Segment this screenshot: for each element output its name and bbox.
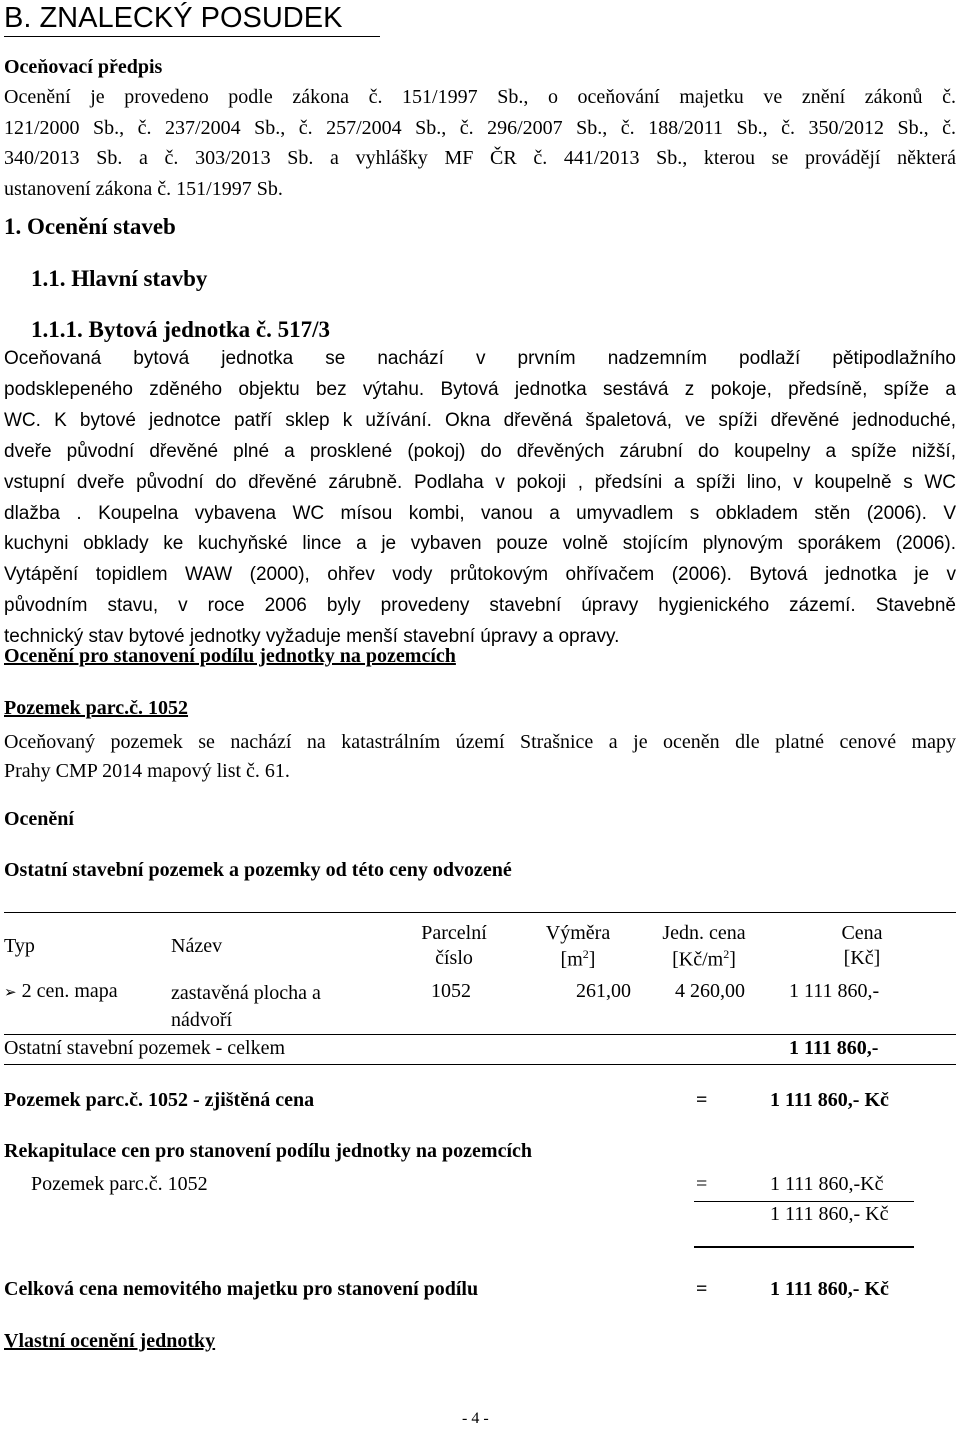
row-typ: 2 cen. mapa (21, 980, 118, 1002)
header-parcelni: Parcelní číslo (421, 922, 487, 969)
section-heading-1: 1. Ocenění staveb (4, 214, 176, 239)
header-jedn-cena: Jedn. cena $[Kč/m^2]$ (662, 922, 746, 971)
land-heading: Ocenění pro stanovení podílu jednotky na pozemcích (4, 645, 456, 667)
row-nazev: zastavěná plocha a nádvoří (171, 982, 321, 1031)
rules-line: Ocenění je provedeno podle zákona č. 151/1997 Sb., o oceňování majetku ve znění zákonů č. (4, 86, 956, 108)
parcel-line: Oceňovaný pozemek se nachází na katastrálním území Strašnice a je oceněn dle platné cenové mapy (4, 731, 956, 753)
description-line: dlažba . Koupelna vybavena WC mísou kombi, vanou a umyvadlem s obkladem stěn (2006). V (4, 502, 956, 524)
rules-line: 121/2000 Sb., č. 237/2004 Sb., č. 257/2004 Sb., č. 296/2007 Sb., č. 188/2011 Sb., č. 350/2012 Sb., č. (4, 116, 956, 139)
recap-sum-value: 1 111 860,- Kč (770, 1203, 889, 1225)
recap-heading: Rekapitulace cen pro stanovení podílu jednotky na pozemcích (4, 1140, 532, 1162)
description-line: dveře původní dřevěné plné a prosklené (pokoj) do dřevěných zárubní do koupelny a spíže nižší, (4, 440, 956, 462)
parcel-heading: Pozemek parc.č. 1052 (4, 697, 189, 719)
own-valuation-heading: Vlastní ocenění jednotky (4, 1330, 216, 1352)
parcel-result-eq: = (696, 1089, 708, 1111)
recap-item-label: Pozemek parc.č. 1052 (31, 1173, 208, 1195)
header-typ: Typ (4, 935, 35, 957)
section-heading-1-1-1: 1.1.1. Bytová jednotka č. 517/3 (31, 317, 330, 342)
description-line: vstupní dveře původní do dřevěné zárubně. Podlaha v pokoji , předsíni a spíži lino, v koupelně s WC (4, 471, 956, 493)
description-line: původním stavu, v roce 2006 byly provedeny stavební úpravy hygienického zázemí. Stavebně (4, 595, 956, 617)
row-jedn-cena: 4 260,00 (675, 980, 745, 1002)
rules-paragraph (4, 82, 956, 205)
rules-line: ustanovení zákona č. 151/1997 Sb. (4, 178, 283, 201)
other-land-heading: Ostatní stavební pozemek a pozemky od této ceny odvozené (4, 859, 512, 881)
recap-rule-2 (694, 1246, 914, 1248)
recap-item-eq: = (696, 1173, 708, 1195)
parcel-result-value: 1 111 860,- Kč (770, 1089, 889, 1111)
document-title: B. ZNALECKÝ POSUDEK (4, 2, 343, 34)
table-row (4, 980, 118, 1003)
total-eq: = (696, 1278, 708, 1300)
description-line: podsklepeného zděného objektu bez výtahu. Bytová jednotka sestává z pokoje, předsíně, spíže a (4, 378, 956, 400)
table-total-value: 1 111 860,- (789, 1037, 879, 1059)
row-vymera: 261,00 (576, 980, 631, 1002)
row-parcelni: 1052 (431, 980, 471, 1002)
recap-rule-1 (694, 1201, 914, 1202)
parcel-paragraph (4, 728, 956, 786)
description-line: WC. K bytové jednotce patří sklep k užívání. Okna dřevěná špaletová, ve spíži dřevěné jednoduché, (4, 409, 956, 431)
total-bottom-rule (4, 1064, 956, 1065)
description-line: Vytápění topidlem WAW (2000), ohřev vody průtokovým ohřívačem (2006). Bytová jednotka je v (4, 564, 956, 586)
header-cena: Cena [Kč] (841, 922, 883, 969)
title-underline (4, 36, 380, 37)
parcel-line: Prahy CMP 2014 mapový list č. 61. (4, 760, 290, 782)
bullet-arrow-icon: ➢ (4, 983, 17, 1001)
section-heading-1-1: 1.1. Hlavní stavby (31, 266, 208, 291)
description-line: Oceňovaná bytová jednotka se nachází v prvním nadzemním podlaží pětipodlažního (4, 348, 956, 369)
row-cena: 1 111 860,- (789, 980, 880, 1002)
rules-line: 340/2013 Sb. a č. 303/2013 Sb. a vyhlášky MF ČR č. 441/2013 Sb., kterou se provádějí některá (4, 147, 956, 170)
rules-heading: Oceňovací předpis (4, 56, 163, 78)
page-number: - 4 - (462, 1410, 489, 1427)
table-total-label: Ostatní stavební pozemek - celkem (4, 1037, 286, 1059)
parcel-result-label: Pozemek parc.č. 1052 - zjištěná cena (4, 1089, 315, 1111)
unit-description (4, 344, 956, 653)
header-nazev: Název (171, 935, 223, 957)
total-label: Celková cena nemovitého majetku pro stanovení podílu (4, 1278, 479, 1300)
valuation-heading: Ocenění (4, 808, 74, 830)
table-top-rule (4, 912, 956, 913)
total-top-rule (4, 1034, 956, 1035)
description-line: technický stav bytové jednotky vyžaduje menší stavební úpravy a opravy. (4, 626, 620, 648)
recap-item-value: 1 111 860,-Kč (770, 1173, 884, 1195)
header-vymera: Výměra $[m^2]$ (545, 922, 611, 971)
total-value: 1 111 860,- Kč (770, 1278, 889, 1300)
description-line: kuchyni obklady ke kuchyňské lince a je vybaven pouze volně stojícím plynovým sporákem (2006). (4, 533, 956, 555)
